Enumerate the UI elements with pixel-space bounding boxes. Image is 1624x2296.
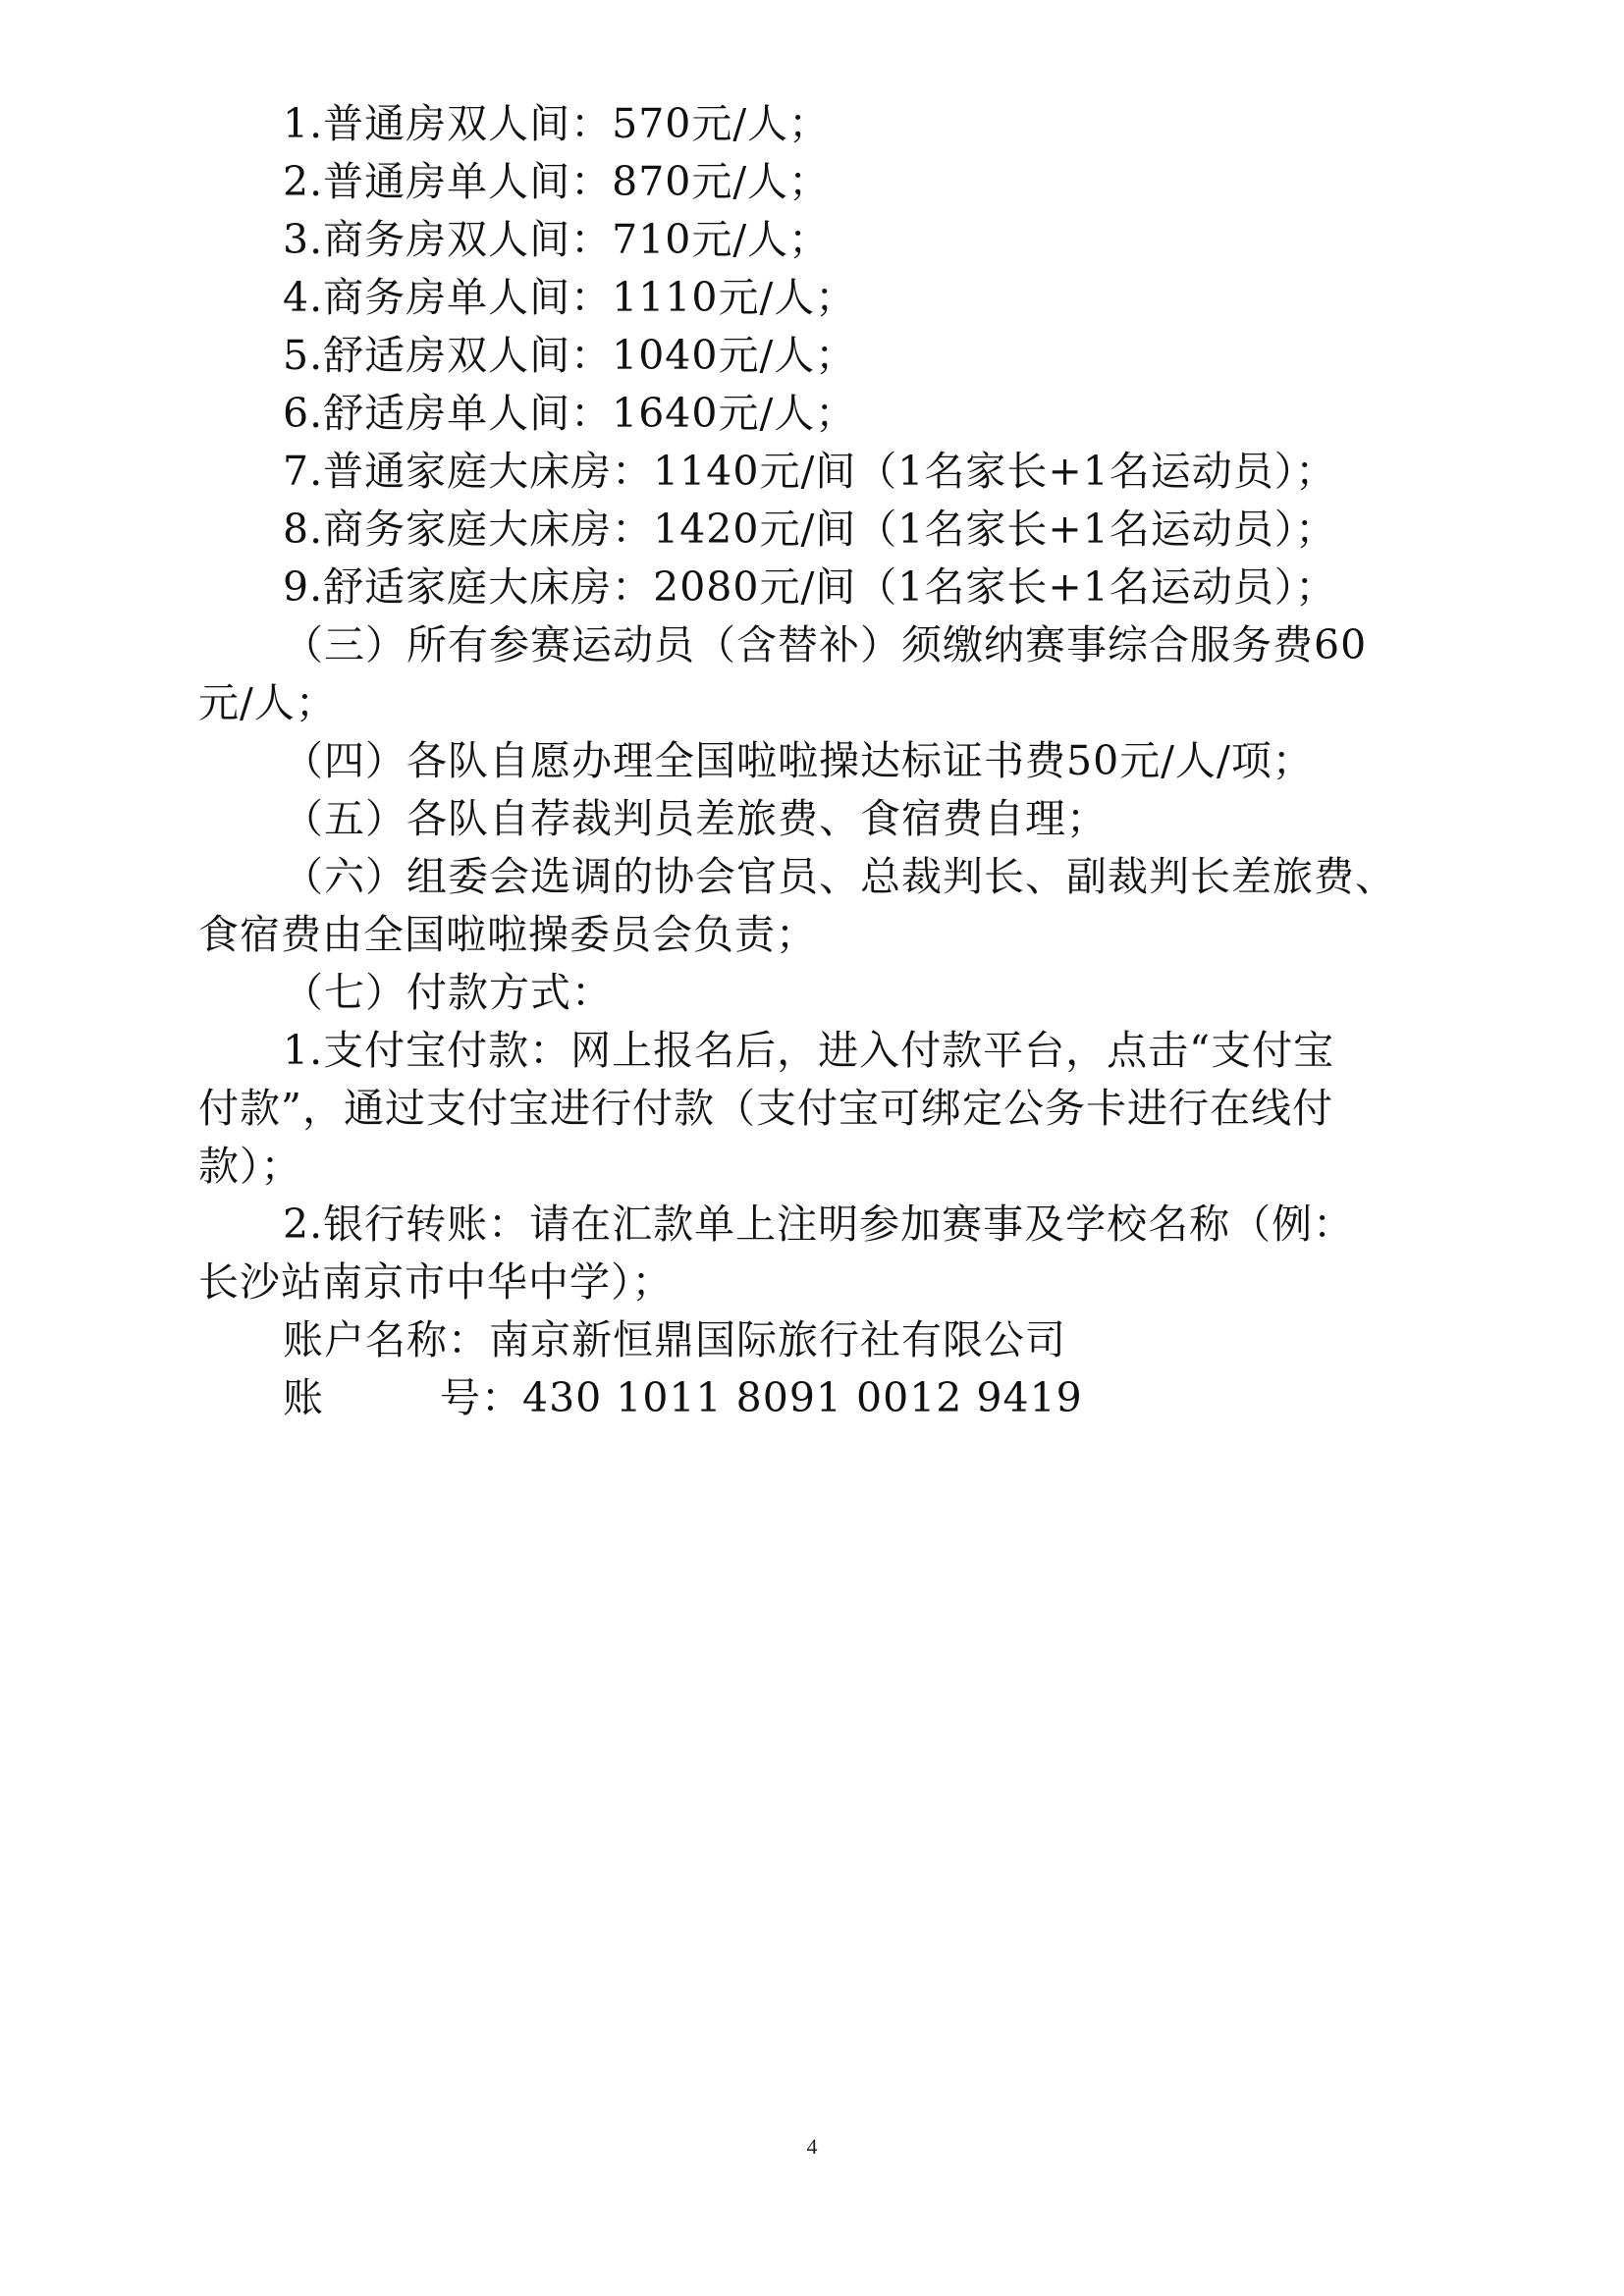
service-fee-line-1: （三）所有参赛运动员（含替补）须缴纳赛事综合服务费60 [283,621,1368,668]
room-price-1: 1.普通房双人间：570元/人； [283,100,831,147]
official-expenses-line-1: （六）组委会选调的协会官员、总裁判长、副裁判长差旅费、 [283,853,1396,900]
bank-transfer-line-2: 长沙站南京市中华中学）； [198,1258,674,1306]
room-price-3: 3.商务房双人间：710元/人； [283,216,831,263]
room-price-8: 8.商务家庭大床房：1420元/间（1名家长+1名运动员）； [283,506,1337,553]
official-expenses-line-2: 食宿费由全国啦啦操委员会负责； [198,911,817,958]
alipay-line-2: 付款”，通过支付宝进行付款（支付宝可绑定公务卡进行在线付 [198,1085,1333,1132]
room-price-9: 9.舒适家庭大床房：2080元/间（1名家长+1名运动员）； [283,563,1337,611]
room-price-7: 7.普通家庭大床房：1140元/间（1名家长+1名运动员）； [283,448,1337,495]
room-price-2: 2.普通房单人间：870元/人； [283,158,831,205]
account-number-value: 号：430 1011 8091 0012 9419 [440,1374,1083,1421]
certificate-fee: （四）各队自愿办理全国啦啦操达标证书费50元/人/项； [283,737,1314,784]
account-number-label-1: 账 [283,1374,324,1421]
alipay-line-1: 1.支付宝付款：网上报名后，进入付款平台，点击“支付宝 [283,1027,1335,1074]
room-price-5: 5.舒适房双人间：1040元/人； [283,332,857,379]
service-fee-line-2: 元/人； [198,679,337,726]
account-number [283,1373,1083,1422]
referee-expenses: （五）各队自荐裁判员差旅费、食宿费自理； [283,795,1108,842]
payment-methods-title: （七）付款方式： [283,969,613,1016]
alipay-line-3: 款）； [198,1143,302,1190]
bank-transfer-line-1: 2.银行转账：请在汇款单上注明参加赛事及学校名称（例： [283,1201,1355,1248]
room-price-6: 6.舒适房单人间：1640元/人； [283,390,857,437]
page-number: 4 [806,2134,818,2159]
room-price-4: 4.商务房单人间：1110元/人； [283,274,857,321]
account-name: 账户名称：南京新恒鼎国际旅行社有限公司 [283,1316,1066,1363]
